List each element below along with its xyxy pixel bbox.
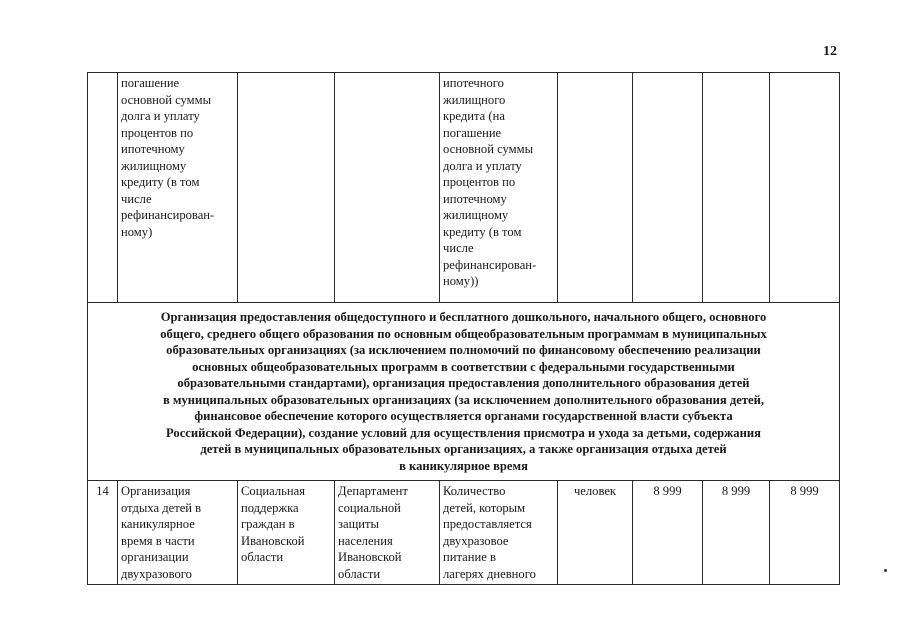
cell-value-1: 8 999 xyxy=(633,481,703,585)
cell-value-2-empty xyxy=(703,73,770,303)
cell-executor: Департамент социальной защиты населения Ивановской области xyxy=(335,481,440,585)
cell-unit: человек xyxy=(558,481,633,585)
cell-program: Социальная поддержка граждан в Ивановской области xyxy=(238,481,335,585)
cell-measure-name: Организация отдыха детей в каникулярное время в части организации двухразового xyxy=(118,481,238,585)
cell-indicator: Количество детей, которым предоставляется двухразовое питание в лагерях дневного xyxy=(440,481,558,585)
cell-indicator-continued: ипотечного жилищного кредита (на погашение основной суммы долга и уплату процентов по ипотечному жилищному кредиту (в том числе рефинансирован- ному)) xyxy=(440,73,558,303)
scan-speck xyxy=(884,569,887,572)
cell-value-2: 8 999 xyxy=(703,481,770,585)
cell-executor-empty xyxy=(335,73,440,303)
cell-value-1-empty xyxy=(633,73,703,303)
section-heading-row xyxy=(88,303,840,481)
table-row-14 xyxy=(88,481,840,585)
page-number: 12 xyxy=(823,44,837,59)
cell-number-empty xyxy=(88,73,118,303)
cell-row-number: 14 xyxy=(88,481,118,585)
cell-name-continued: погашение основной суммы долга и уплату процентов по ипотечному жилищному кредиту (в том числе рефинансирован- ному) xyxy=(118,73,238,303)
cell-program-empty xyxy=(238,73,335,303)
cell-value-3-empty xyxy=(770,73,840,303)
continuation-row xyxy=(88,73,840,303)
section-heading: Организация предоставления общедоступного и бесплатного дошкольного, начального общего, основного общего, среднего общего образования по основным общеобразовательным программам в муниципальных образовательных организациях (за исключением полномочий по финансовому обеспечению реализации основных общеобразовательных программ в соответствии с федеральными государственными образовательными стандартами), организация предоставления дополнительного образования детей в муниципальных образовательных организациях (за исключением дополнительного образования детей, финансовое обеспечение которого осуществляется органами государственной власти субъекта Российской Федерации), создание условий для осуществления присмотра и ухода за детьми, содержания детей в муниципальных образовательных организациях, а также организация отдыха детей в каникулярное время xyxy=(88,303,840,481)
cell-unit-empty xyxy=(558,73,633,303)
program-table xyxy=(87,72,840,585)
cell-value-3: 8 999 xyxy=(770,481,840,585)
